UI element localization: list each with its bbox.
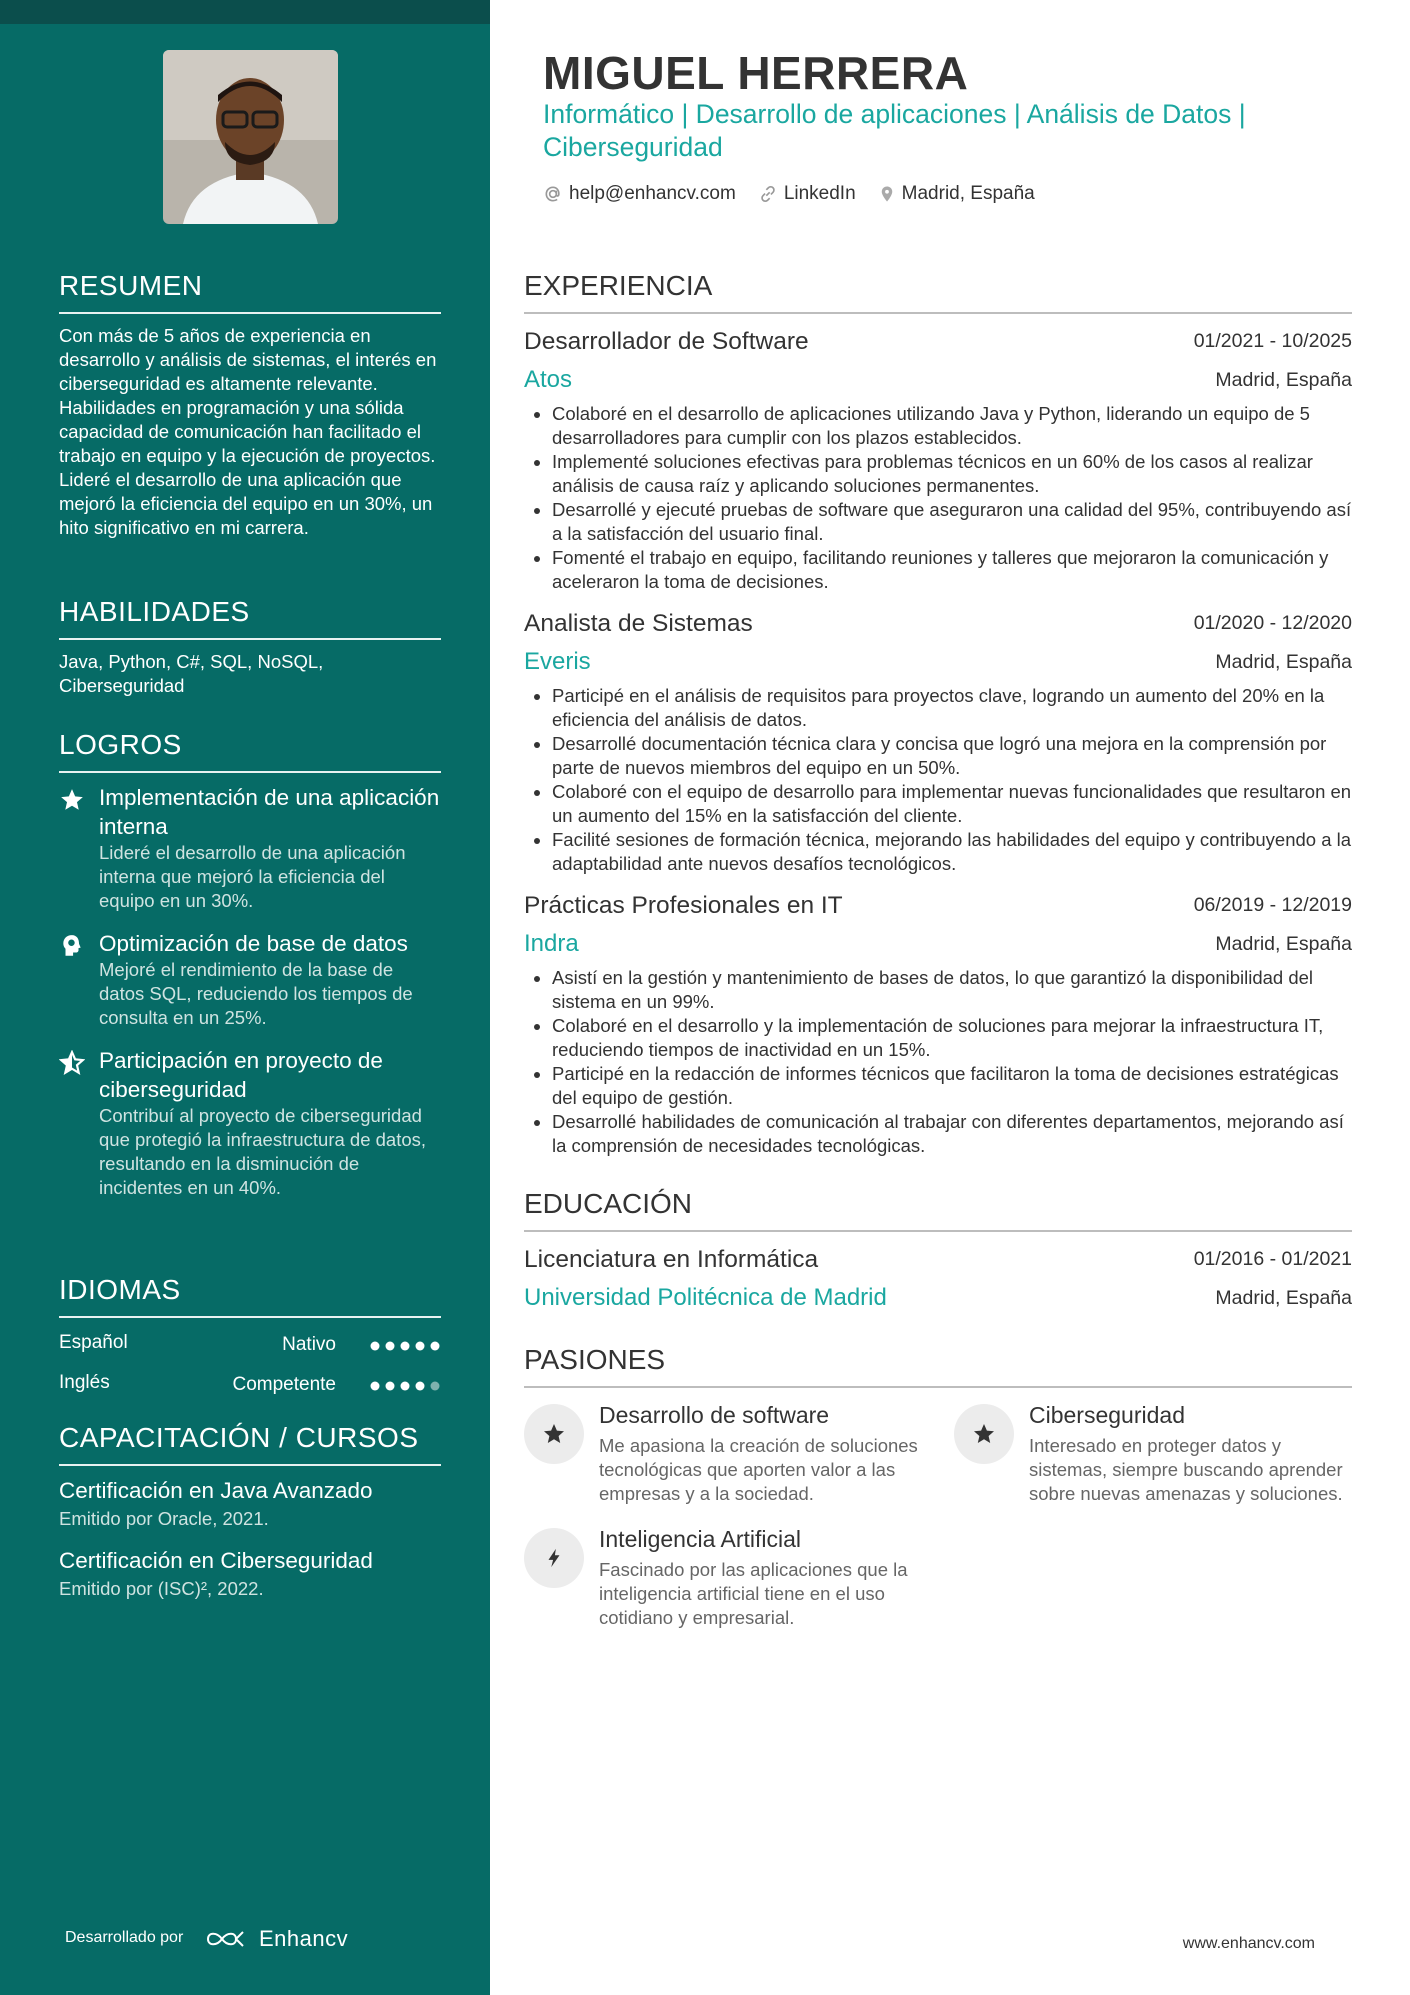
star-outline-icon (59, 1050, 85, 1076)
headline: Informático | Desarrollo de aplicaciones | Análisis de Datos | Ciberseguridad (543, 99, 1246, 162)
job-location: Madrid, España (1215, 369, 1352, 391)
job-bullets (524, 684, 1352, 876)
rating-dot (431, 1342, 440, 1351)
degree-title: Licenciatura en Informática (524, 1246, 819, 1273)
language-rating (369, 1380, 441, 1392)
job-bullets (524, 402, 1352, 594)
rating-dot (416, 1382, 425, 1391)
bullet-item: • Fomenté el trabajo en equipo, facilitando reuniones y talleres que mejoraron la comunicación y aceleraron la toma de decisiones. (552, 546, 1352, 594)
footer-powered-by: Desarrollado por (65, 1929, 184, 1946)
courses-section (59, 1422, 441, 1616)
job-location: Madrid, España (1215, 933, 1352, 955)
lightning-icon (543, 1546, 565, 1570)
education-entry (524, 1244, 1352, 1314)
education-location: Madrid, España (1215, 1287, 1352, 1309)
bullet-item: • Desarrollé documentación técnica clara y concisa que logró una mejora en la comprensión por parte de nuevos miembros del equipo en un 50%. (552, 732, 1352, 780)
bullet-item: • Colaboré en el desarrollo de aplicaciones utilizando Java y Python, liderando un equipo de 5 desarrolladores para cumplir con los plazos establecidos. (552, 402, 1352, 450)
achievement-desc: Mejoré el rendimiento de la base de datos SQL, reduciendo los tiempos de consulta en un 25%. (99, 959, 413, 1028)
rating-dot (431, 1382, 440, 1391)
candidate-name: MIGUEL HERRERA (543, 47, 969, 99)
location-pin-icon (878, 184, 896, 204)
job-location: Madrid, España (1215, 651, 1352, 673)
job-entry (524, 608, 1352, 876)
passions-grid (524, 1400, 1352, 1630)
linkedin-contact[interactable] (758, 183, 856, 205)
passions-section (524, 1344, 1352, 1630)
achievements-heading: LOGROS (59, 729, 441, 773)
sidebar (0, 0, 490, 1995)
passion-desc: Interesado en proteger datos y sistemas, siempre buscando aprender sobre nuevas amenazas y soluciones. (1029, 1435, 1343, 1504)
email-text: help@enhancv.com (569, 183, 736, 204)
job-title: Desarrollador de Software (524, 328, 809, 355)
achievement-item (59, 1046, 441, 1200)
job-dates: 01/2020 - 12/2020 (1193, 612, 1352, 634)
job-company: Atos (524, 366, 573, 393)
course-issuer: Emitido por Oracle, 2021. (59, 1508, 269, 1529)
email-contact[interactable] (543, 183, 736, 205)
sidebar-top-bar (0, 0, 490, 24)
rating-dot (371, 1342, 380, 1351)
passion-desc: Me apasiona la creación de soluciones tecnológicas que aporten valor a las empresas y a la sociedad. (599, 1435, 918, 1504)
summary-section (59, 270, 441, 540)
courses-heading: CAPACITACIÓN / CURSOS (59, 1422, 441, 1466)
language-level: Nativo (282, 1334, 336, 1355)
education-section (524, 1188, 1352, 1328)
linkedin-text: LinkedIn (783, 183, 856, 204)
rating-dot (386, 1342, 395, 1351)
rating-dot (371, 1382, 380, 1391)
achievements-section (59, 729, 441, 1216)
language-name: Español (59, 1332, 128, 1353)
bullet-item: • Asistí en la gestión y mantenimiento de bases de datos, lo que garantizó la disponibilidad del sistema en un 99%. (552, 966, 1352, 1014)
achievement-item (59, 783, 441, 913)
job-entry (524, 326, 1352, 594)
experience-heading: EXPERIENCIA (524, 270, 1352, 314)
bullet-item: • Facilité sesiones de formación técnica, mejorando las habilidades del equipo y contribuyendo a la adaptabilidad ante nuevos desafíos tecnológicos. (552, 828, 1352, 876)
star-icon (59, 787, 85, 813)
bullet-item: • Participé en el análisis de requisitos para proyectos clave, logrando un aumento del 20% en la eficiencia del análisis de datos. (552, 684, 1352, 732)
course-title: Certificación en Ciberseguridad (59, 1548, 373, 1573)
star-icon (972, 1422, 996, 1446)
achievement-desc: Contribuí al proyecto de ciberseguridad que protegió la infraestructura de datos, resultando en la disminución de incidentes en un 40%. (99, 1105, 427, 1198)
education-dates: 01/2016 - 01/2021 (1193, 1248, 1352, 1270)
language-row (59, 1368, 441, 1408)
passion-icon-badge (524, 1528, 584, 1588)
experience-section (524, 270, 1352, 1172)
bullet-item: • Desarrollé habilidades de comunicación al trabajar con diferentes departamentos, mejorando así la comprensión de necesidades tecnológicas. (552, 1110, 1352, 1158)
location-text: Madrid, España (901, 183, 1035, 204)
school-name: Universidad Politécnica de Madrid (524, 1284, 887, 1311)
rating-dot (416, 1342, 425, 1351)
achievement-title: Implementación de una aplicación interna (99, 785, 440, 839)
language-level: Competente (232, 1374, 336, 1395)
rating-dot (386, 1382, 395, 1391)
passion-title: Ciberseguridad (1029, 1402, 1185, 1428)
languages-heading: IDIOMAS (59, 1274, 441, 1318)
job-company: Everis (524, 648, 591, 675)
language-rating (369, 1340, 441, 1352)
skills-section (59, 596, 441, 698)
passion-item (954, 1400, 1352, 1506)
rating-dot (401, 1382, 410, 1391)
bullet-item: • Colaboré con el equipo de desarrollo para implementar nuevas funcionalidades que resultaron en un aumento del 15% en la satisfacción del cliente. (552, 780, 1352, 828)
passion-item (524, 1400, 954, 1506)
enhancv-logo-text: Enhancv (259, 1926, 349, 1951)
location-contact (878, 183, 1035, 205)
summary-heading: RESUMEN (59, 270, 441, 314)
link-icon (758, 184, 778, 204)
head-brain-icon (59, 933, 85, 959)
passion-title: Inteligencia Artificial (599, 1526, 801, 1552)
achievement-title: Optimización de base de datos (99, 931, 408, 956)
job-title: Analista de Sistemas (524, 610, 753, 637)
education-heading: EDUCACIÓN (524, 1188, 1352, 1232)
at-icon (543, 184, 563, 204)
passion-icon-badge (524, 1404, 584, 1464)
course-issuer: Emitido por (ISC)², 2022. (59, 1578, 264, 1599)
achievement-item (59, 929, 441, 1030)
job-company: Indra (524, 930, 579, 957)
language-name: Inglés (59, 1372, 110, 1393)
job-entry (524, 890, 1352, 1158)
job-title: Prácticas Profesionales en IT (524, 892, 843, 919)
star-icon (542, 1422, 566, 1446)
passion-title: Desarrollo de software (599, 1402, 830, 1428)
enhancv-logo-icon (205, 1928, 251, 1950)
passion-icon-badge (954, 1404, 1014, 1464)
course-title: Certificación en Java Avanzado (59, 1478, 373, 1503)
skills-text: Java, Python, C#, SQL, NoSQL, Ciberseguridad (59, 651, 324, 696)
summary-text: Con más de 5 años de experiencia en desarrollo y análisis de sistemas, el interés en ciberseguridad es altamente relevante. Habilidades en programación y una sólida capacidad de comunicación han facilitado el trabajo en equipo y la ejecución de proyectos. Lideré el desarrollo de una aplicación que mejoró la eficiencia del equipo en un 30%, un hito significativo en mi carrera. (59, 325, 437, 538)
bullet-item: • Desarrollé y ejecuté pruebas de software que aseguraron una calidad del 95%, contribuyendo así a la satisfacción del usuario final. (552, 498, 1352, 546)
achievement-desc: Lideré el desarrollo de una aplicación interna que mejoró la eficiencia del equipo en un 30%. (99, 842, 406, 911)
bullet-item: • Implementé soluciones efectivas para problemas técnicos en un 60% de los casos al realizar análisis de causa raíz y aplicando soluciones permanentes. (552, 450, 1352, 498)
bullet-item: • Participé en la redacción de informes técnicos que facilitaron la toma de decisiones estratégicas del equipo de gestión. (552, 1062, 1352, 1110)
passion-item (524, 1524, 954, 1630)
contact-bar (543, 183, 1035, 205)
languages-section (59, 1274, 441, 1408)
job-dates: 06/2019 - 12/2019 (1193, 894, 1352, 916)
skills-heading: HABILIDADES (59, 596, 441, 640)
language-row (59, 1328, 441, 1368)
profile-photo (163, 50, 338, 224)
job-dates: 01/2021 - 10/2025 (1193, 330, 1352, 352)
enhancv-logo[interactable] (205, 1926, 348, 1952)
job-bullets (524, 966, 1352, 1158)
passion-desc: Fascinado por las aplicaciones que la inteligencia artificial tiene en el uso cotidiano y empresarial. (599, 1559, 908, 1628)
achievement-title: Participación en proyecto de ciberseguridad (99, 1048, 383, 1102)
passions-heading: PASIONES (524, 1344, 1352, 1388)
rating-dot (401, 1342, 410, 1351)
bullet-item: • Colaboré en el desarrollo y la implementación de soluciones para mejorar la infraestructura IT, reduciendo tiempos de inactividad en un 15%. (552, 1014, 1352, 1062)
footer-website[interactable]: www.enhancv.com (1182, 1935, 1315, 1952)
